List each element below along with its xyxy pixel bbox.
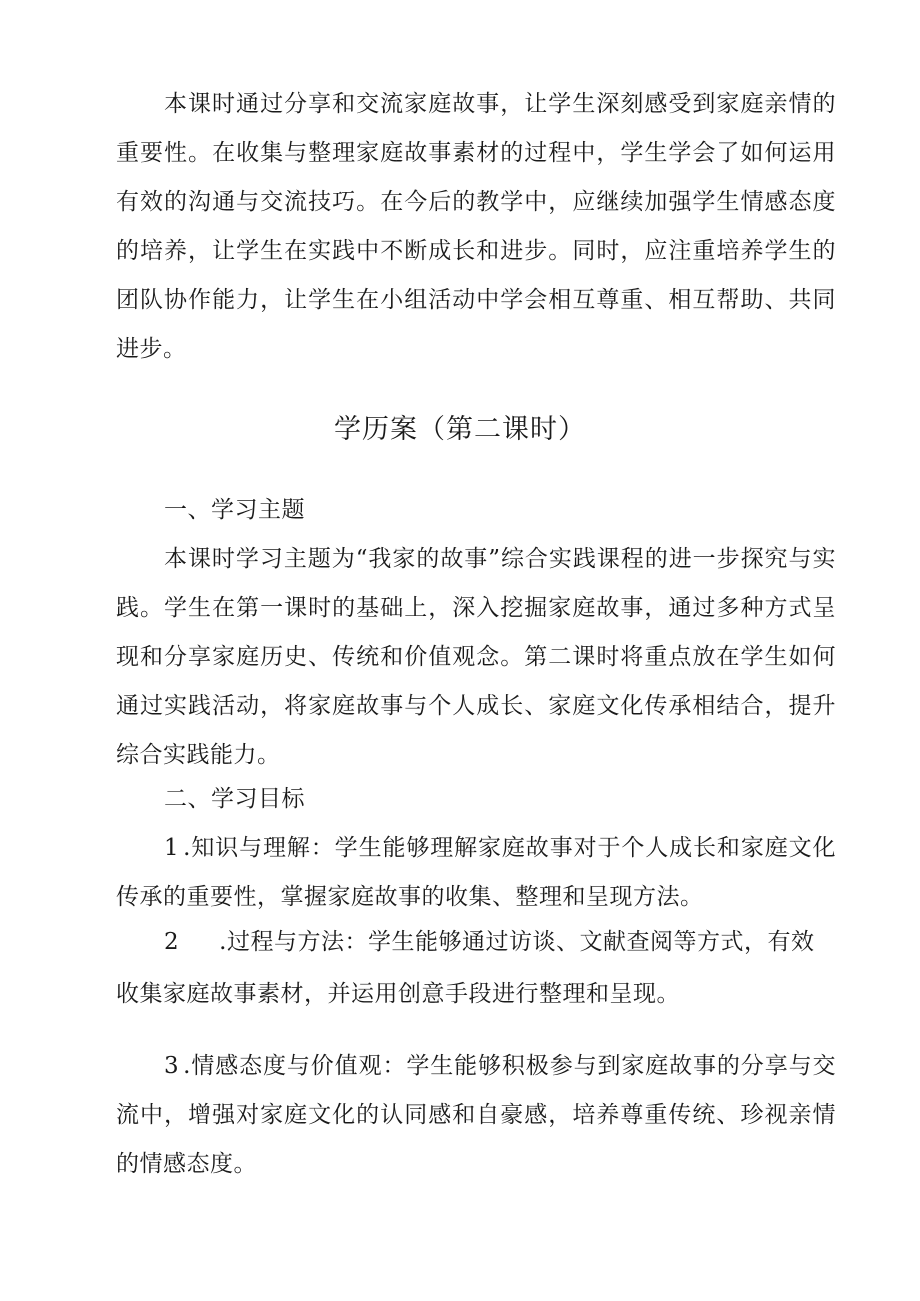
goal-number: 2: [164, 929, 180, 955]
section-heading-goals: 二、学习目标: [164, 786, 305, 812]
page-title: 学历案（第二课时）: [334, 414, 586, 445]
goal-item-2-line1: [116, 918, 836, 967]
goal-item-1: [116, 824, 836, 922]
goal-number: 1: [164, 835, 180, 861]
section-heading-topic: 一、学习主题: [164, 497, 305, 523]
goal-text: .过程与方法：学生能够通过访谈、文献查阅等方式，有效: [219, 929, 815, 955]
goal-item-3: [116, 1042, 836, 1189]
goal-text: .情感态度与价值观：学生能够积极参与到家庭故事的分享与交流中，增强对家庭文化的认同感和自豪感，培养尊重传统、珍视亲情的情感态度。: [116, 1053, 836, 1177]
section-body-topic: 本课时学习主题为“我家的故事”综合实践课程的进一步探究与实践。学生在第一课时的基础上，深入挖掘家庭故事，通过多种方式呈现和分享家庭历史、传统和价值观念。第二课时将重点放在学生如何通过实践活动，将家庭故事与个人成长、家庭文化传承相结合，提升综合实践能力。: [116, 546, 836, 768]
intro-paragraph: 本课时通过分享和交流家庭故事，让学生深刻感受到家庭亲情的重要性。在收集与整理家庭故事素材的过程中，学生学会了如何运用有效的沟通与交流技巧。在今后的教学中，应继续加强学生情感态度的培养，让学生在实践中不断成长和进步。同时，应注重培养学生的团队协作能力，让学生在小组活动中学会相互尊重、相互帮助、共同进步。: [116, 91, 836, 362]
goal-number: 3: [164, 1053, 180, 1079]
goal-item-2-line2: 收集家庭故事素材，并运用创意手段进行整理和呈现。: [116, 981, 680, 1007]
goal-text: .知识与理解：学生能够理解家庭故事对于个人成长和家庭文化传承的重要性，掌握家庭故事的收集、整理和呈现方法。: [116, 835, 836, 910]
